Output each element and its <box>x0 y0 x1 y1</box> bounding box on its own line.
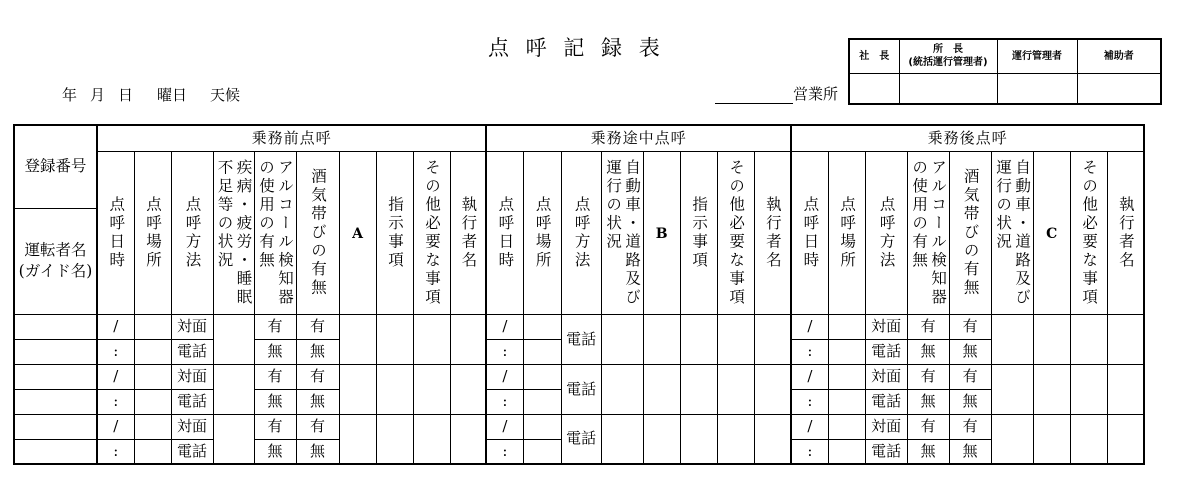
column-header-line: 不足等の状況 <box>215 158 234 270</box>
office-label: 営業所 <box>793 85 839 103</box>
pre-call-method-cell: 電話 <box>171 339 213 364</box>
column-header-text <box>533 196 552 270</box>
pre-instructions-header <box>376 151 413 314</box>
mid-b-header <box>643 151 680 314</box>
pre-health-cell <box>213 314 254 364</box>
post-alcohol-smell-cell: 有 <box>949 314 991 339</box>
post-call-method-header <box>865 151 907 314</box>
pre-call-time-cell: / <box>97 364 134 389</box>
column-header-text <box>106 196 125 270</box>
roll-call-table <box>13 124 1145 465</box>
column-header-line: その他必要な事項 <box>727 158 746 307</box>
pre-alcohol-checker-cell: 無 <box>254 339 296 364</box>
mid-executor-header <box>754 151 791 314</box>
mid-call-place-cell <box>523 364 561 389</box>
column-header-text <box>961 168 980 298</box>
post-alcohol-checker-cell: 有 <box>907 414 949 439</box>
column-header-line: 執行者名 <box>763 195 782 270</box>
column-header-line: 点呼日時 <box>107 195 126 270</box>
column-header-text <box>143 196 162 270</box>
pre-section-header: 乗務前点呼 <box>97 125 486 151</box>
pre-call-time-header <box>97 151 134 314</box>
pre-alcohol-smell-cell: 有 <box>296 414 339 439</box>
column-header-line: 指示事項 <box>386 195 404 270</box>
column-header-line: 点呼場所 <box>144 195 162 270</box>
column-header-line: 指示事項 <box>690 195 709 270</box>
driver-record-cell <box>14 339 97 364</box>
column-header-text <box>689 196 708 270</box>
column-header-line: 疾病・疲労・睡眠 <box>234 158 253 307</box>
post-other-matters-cell <box>1070 414 1107 464</box>
post-vehicle-road-header <box>991 151 1033 314</box>
post-call-place-cell <box>828 364 865 389</box>
operations-manager-label-text: 運行管理者 <box>1012 50 1062 62</box>
column-header-text <box>877 196 896 270</box>
mid-call-place-cell <box>523 439 561 464</box>
mid-call-time-cell: : <box>486 339 523 364</box>
driver-name-header-line: 運転者名 <box>24 241 87 259</box>
mid-call-place-cell <box>523 389 561 414</box>
post-call-method-cell: 対面 <box>865 314 907 339</box>
mid-instructions-cell <box>680 314 717 364</box>
driver-record-cell <box>14 364 97 389</box>
post-alcohol-checker-cell: 無 <box>907 389 949 414</box>
column-header-line: アルコール検知器 <box>929 158 948 307</box>
column-header-line: 点呼方法 <box>877 195 896 270</box>
post-alcohol-smell-header <box>949 151 991 314</box>
post-c-cell <box>1033 414 1070 464</box>
pre-call-method-cell: 電話 <box>171 389 213 414</box>
column-header-row <box>14 151 1144 208</box>
mid-call-method-header <box>561 151 601 314</box>
pre-a-cell <box>339 414 376 464</box>
post-call-time-header <box>791 151 828 314</box>
post-call-place-cell <box>828 339 865 364</box>
post-section-header: 乗務後点呼 <box>791 125 1144 151</box>
pre-call-place-cell <box>134 339 171 364</box>
year-label: 年 <box>62 86 78 104</box>
post-call-time-cell: : <box>791 339 828 364</box>
column-header-text <box>1116 196 1135 270</box>
driver-record-cell <box>14 414 97 439</box>
office-manager-label <box>899 39 997 73</box>
pre-call-method-cell: 対面 <box>171 314 213 339</box>
mid-call-time-cell: / <box>486 414 523 439</box>
post-alcohol-checker-header <box>907 151 949 314</box>
column-header-line: 自動車・道路及び <box>1013 158 1032 307</box>
office-manager-stamp-cell <box>899 73 997 104</box>
column-header-line: 点呼場所 <box>533 195 552 270</box>
mid-vehicle-road-cell <box>601 414 643 464</box>
pre-alcohol-smell-cell: 無 <box>296 439 339 464</box>
mid-call-place-cell <box>523 414 561 439</box>
post-alcohol-checker-cell: 有 <box>907 314 949 339</box>
president-label-text: 社 長 <box>859 50 890 62</box>
form-title: 点 呼 記 録 表 <box>488 36 665 60</box>
pre-executor-cell <box>450 364 486 414</box>
post-executor-header <box>1107 151 1144 314</box>
approval-stamp-box <box>848 38 1162 105</box>
post-executor-cell <box>1107 414 1144 464</box>
post-call-time-cell: : <box>791 439 828 464</box>
mid-call-place-cell <box>523 339 561 364</box>
pre-call-place-header <box>134 151 171 314</box>
post-c-cell <box>1033 314 1070 364</box>
post-alcohol-smell-cell: 無 <box>949 439 991 464</box>
mid-instructions-header <box>680 151 717 314</box>
pre-health-cell <box>213 414 254 464</box>
post-call-method-cell: 電話 <box>865 339 907 364</box>
mid-call-time-cell: : <box>486 439 523 464</box>
post-alcohol-smell-cell: 有 <box>949 364 991 389</box>
driver-name-header-line: (ガイド名) <box>18 262 93 280</box>
month-label: 月 <box>90 86 106 104</box>
pre-executor-cell <box>450 314 486 364</box>
post-other-matters-header <box>1070 151 1107 314</box>
column-header-text <box>837 196 856 270</box>
assistant-label-text: 補助者 <box>1103 50 1134 62</box>
mid-call-method-cell: 電話 <box>561 364 601 414</box>
pre-alcohol-checker-cell: 有 <box>254 314 296 339</box>
column-header-text <box>422 159 441 307</box>
approval-stamp-row <box>849 73 1161 104</box>
pre-health-header <box>213 151 254 314</box>
mid-call-time-cell: / <box>486 314 523 339</box>
mid-executor-cell <box>754 364 791 414</box>
pre-alcohol-checker-cell: 無 <box>254 439 296 464</box>
post-alcohol-checker-cell: 有 <box>907 364 949 389</box>
post-call-place-cell <box>828 389 865 414</box>
pre-call-time-cell: : <box>97 439 134 464</box>
mid-call-time-cell: : <box>486 389 523 414</box>
mid-b-cell <box>643 314 680 364</box>
pre-other-matters-header <box>413 151 450 314</box>
mid-executor-cell <box>754 414 791 464</box>
column-header-text <box>763 196 782 270</box>
post-other-matters-cell <box>1070 364 1107 414</box>
operations-manager-label <box>997 39 1077 73</box>
office-name-blank <box>715 86 793 104</box>
pre-call-method-cell: 電話 <box>171 439 213 464</box>
mid-other-matters-cell <box>717 314 754 364</box>
pre-call-place-cell <box>134 414 171 439</box>
column-header-text <box>385 196 404 270</box>
column-header-text <box>800 196 819 270</box>
pre-instructions-cell <box>376 414 413 464</box>
mid-call-time-header <box>486 151 523 314</box>
day-label: 日 <box>118 86 134 104</box>
pre-call-method-cell: 対面 <box>171 414 213 439</box>
pre-executor-cell <box>450 414 486 464</box>
pre-health-cell <box>213 364 254 414</box>
column-header-line: 点呼日時 <box>496 195 515 270</box>
pre-other-matters-cell <box>413 314 450 364</box>
column-header-line: A <box>352 225 363 242</box>
post-alcohol-smell-cell: 有 <box>949 414 991 439</box>
pre-alcohol-smell-cell: 無 <box>296 339 339 364</box>
driver-name-header <box>14 208 97 314</box>
column-header-line: 酒気帯びの有無 <box>961 167 980 298</box>
pre-executor-header <box>450 151 486 314</box>
mid-call-method-cell: 電話 <box>561 414 601 464</box>
post-other-matters-cell <box>1070 314 1107 364</box>
post-call-method-cell: 電話 <box>865 389 907 414</box>
pre-instructions-cell <box>376 364 413 414</box>
pre-other-matters-cell <box>413 364 450 414</box>
assistant-stamp-cell <box>1077 73 1161 104</box>
record-row <box>14 414 1144 439</box>
column-header-text <box>726 159 745 307</box>
column-header-text <box>603 159 641 307</box>
driver-record-cell <box>14 439 97 464</box>
post-c-cell <box>1033 364 1070 414</box>
record-row <box>14 314 1144 339</box>
post-call-time-cell: / <box>791 364 828 389</box>
mid-b-cell <box>643 414 680 464</box>
driver-record-cell <box>14 314 97 339</box>
post-c-header <box>1033 151 1070 314</box>
mid-other-matters-cell <box>717 414 754 464</box>
president-stamp-cell <box>849 73 899 104</box>
office-manager-label-text: 所 長 <box>933 44 963 56</box>
post-call-place-cell <box>828 439 865 464</box>
office-line <box>715 86 838 104</box>
pre-alcohol-smell-cell: 有 <box>296 314 339 339</box>
pre-alcohol-checker-cell: 有 <box>254 414 296 439</box>
post-call-method-cell: 電話 <box>865 439 907 464</box>
column-header-line: 点呼方法 <box>572 195 591 270</box>
pre-alcohol-smell-cell: 無 <box>296 389 339 414</box>
column-header-text <box>256 159 294 307</box>
pre-call-time-cell: / <box>97 414 134 439</box>
column-header-text <box>1079 159 1098 307</box>
column-header-text <box>572 196 591 270</box>
pre-alcohol-smell-cell: 有 <box>296 364 339 389</box>
post-executor-cell <box>1107 364 1144 414</box>
pre-alcohol-smell-header <box>296 151 339 314</box>
column-header-line: 点呼方法 <box>183 195 202 270</box>
column-header-line: 酒気帯びの有無 <box>309 167 327 298</box>
mid-other-matters-header <box>717 151 754 314</box>
column-header-text <box>215 159 253 307</box>
post-vehicle-road-cell <box>991 364 1033 414</box>
post-call-time-cell: / <box>791 314 828 339</box>
column-header-line: 執行者名 <box>1116 195 1135 270</box>
column-header-text <box>183 196 202 270</box>
office-manager-sublabel-text: (統括運行管理者) <box>908 57 988 69</box>
record-row <box>14 364 1144 389</box>
column-header-text <box>1046 226 1057 242</box>
column-header-line: B <box>655 225 668 242</box>
column-header-line: の使用の有無 <box>257 158 275 270</box>
column-header-text <box>352 226 363 242</box>
mid-vehicle-road-cell <box>601 314 643 364</box>
post-call-method-cell: 対面 <box>865 414 907 439</box>
mid-instructions-cell <box>680 364 717 414</box>
pre-alcohol-checker-header <box>254 151 296 314</box>
post-call-method-cell: 対面 <box>865 364 907 389</box>
pre-call-time-cell: : <box>97 389 134 414</box>
column-header-line: C <box>1046 225 1058 242</box>
pre-other-matters-cell <box>413 414 450 464</box>
assistant-label <box>1077 39 1161 73</box>
registration-number-header: 登録番号 <box>14 125 97 208</box>
column-header-line: の使用の有無 <box>910 158 929 270</box>
column-header-line: アルコール検知器 <box>276 158 294 307</box>
post-vehicle-road-cell <box>991 414 1033 464</box>
post-vehicle-road-cell <box>991 314 1033 364</box>
pre-call-place-cell <box>134 314 171 339</box>
column-header-line: 自動車・道路及び <box>623 158 642 307</box>
mid-other-matters-cell <box>717 364 754 414</box>
pre-a-header <box>339 151 376 314</box>
driver-record-cell <box>14 389 97 414</box>
column-header-text <box>495 196 514 270</box>
column-header-text <box>909 159 947 307</box>
column-header-line: 運行の状況 <box>604 158 623 251</box>
pre-alcohol-checker-cell: 有 <box>254 364 296 389</box>
column-header-line: 点呼場所 <box>838 195 857 270</box>
column-header-line: 点呼日時 <box>801 195 820 270</box>
column-header-text <box>308 168 327 298</box>
mid-call-place-cell <box>523 314 561 339</box>
mid-call-time-cell: / <box>486 364 523 389</box>
mid-vehicle-road-cell <box>601 364 643 414</box>
section-header-row <box>14 125 1144 151</box>
mid-call-place-header <box>523 151 561 314</box>
mid-vehicle-road-header <box>601 151 643 314</box>
mid-section-header: 乗務途中点呼 <box>486 125 791 151</box>
post-call-time-cell: / <box>791 414 828 439</box>
pre-call-place-cell <box>134 389 171 414</box>
post-alcohol-smell-cell: 無 <box>949 389 991 414</box>
mid-instructions-cell <box>680 414 717 464</box>
post-alcohol-smell-cell: 無 <box>949 339 991 364</box>
pre-call-time-cell: : <box>97 339 134 364</box>
post-alcohol-checker-cell: 無 <box>907 339 949 364</box>
weather-label: 天候 <box>210 86 241 104</box>
post-call-time-cell: : <box>791 389 828 414</box>
column-header-text <box>993 159 1031 307</box>
pre-call-time-cell: / <box>97 314 134 339</box>
pre-a-cell <box>339 364 376 414</box>
post-executor-cell <box>1107 314 1144 364</box>
column-header-line: その他必要な事項 <box>423 158 441 307</box>
weekday-label: 曜日 <box>157 86 188 104</box>
column-header-text <box>656 226 668 242</box>
pre-a-cell <box>339 314 376 364</box>
pre-instructions-cell <box>376 314 413 364</box>
pre-call-method-header <box>171 151 213 314</box>
pre-alcohol-checker-cell: 無 <box>254 389 296 414</box>
column-header-text <box>458 196 477 270</box>
post-call-place-cell <box>828 314 865 339</box>
post-call-place-cell <box>828 414 865 439</box>
mid-call-method-cell: 電話 <box>561 314 601 364</box>
post-alcohol-checker-cell: 無 <box>907 439 949 464</box>
column-header-line: その他必要な事項 <box>1080 158 1099 307</box>
pre-call-place-cell <box>134 439 171 464</box>
mid-executor-cell <box>754 314 791 364</box>
pre-call-method-cell: 対面 <box>171 364 213 389</box>
post-call-place-header <box>828 151 865 314</box>
mid-b-cell <box>643 364 680 414</box>
column-header-line: 執行者名 <box>459 195 478 270</box>
president-label <box>849 39 899 73</box>
approval-header-row <box>849 39 1161 73</box>
pre-call-place-cell <box>134 364 171 389</box>
column-header-line: 運行の状況 <box>994 158 1013 251</box>
operations-manager-stamp-cell <box>997 73 1077 104</box>
